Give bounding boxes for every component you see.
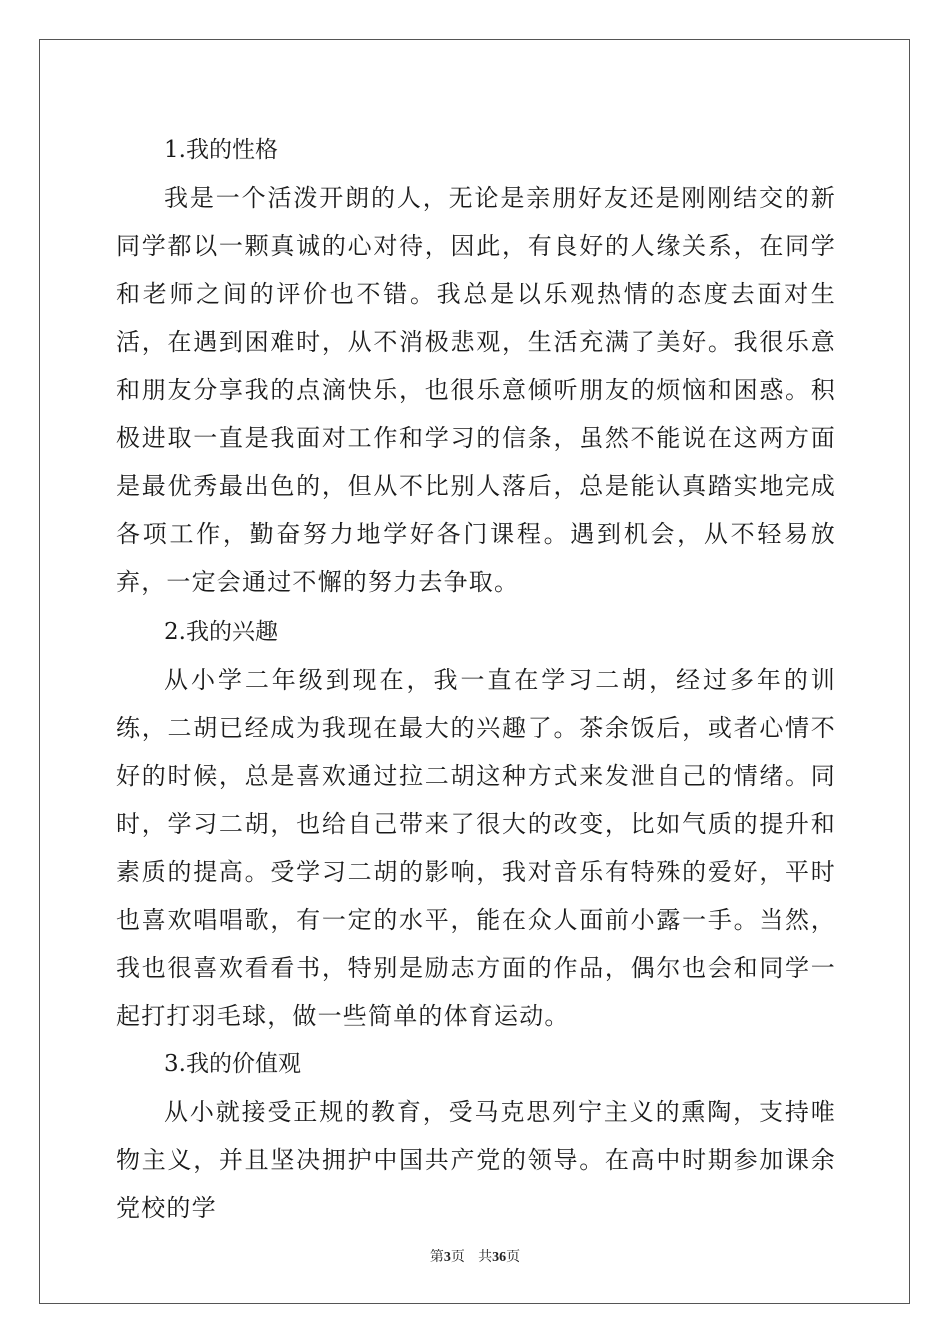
section-paragraph-values: 从小就接受正规的教育，受马克思列宁主义的熏陶，支持唯物主义，并且坚决拥护中国共产党的领导。在高中时期参加课余党校的学 xyxy=(116,1098,836,1222)
footer-page-suffix: 页 xyxy=(450,1249,465,1265)
footer-total-pages: 36 xyxy=(492,1250,507,1265)
footer-page-prefix: 第 xyxy=(429,1249,444,1265)
section-paragraph-interests: 从小学二年级到现在，我一直在学习二胡，经过多年的训练，二胡已经成为我现在最大的兴趣了。茶余饭后，或者心情不好的时候，总是喜欢通过拉二胡这种方式来发泄自己的情绪。同时，学习二胡，也给自己带来了很大的改变，比如气质的提升和素质的提高。受学习二胡的影响，我对音乐有特殊的爱好，平时也喜欢唱唱歌，有一定的水平，能在众人面前小露一手。当然，我也很喜欢看看书，特别是励志方面的作品，偶尔也会和同学一起打打羽毛球，做一些简单的体育运动。 xyxy=(116,666,836,1030)
footer-total-suffix: 页 xyxy=(506,1249,521,1265)
document-body xyxy=(116,126,836,1232)
section-heading-interests: 2.我的兴趣 xyxy=(164,619,278,645)
footer-total-prefix: 共 xyxy=(478,1249,493,1265)
page-footer xyxy=(0,1246,950,1266)
section-paragraph-personality: 我是一个活泼开朗的人，无论是亲朋好友还是刚刚结交的新同学都以一颗真诚的心对待，因此，有良好的人缘关系，在同学和老师之间的评价也不错。我总是以乐观热情的态度去面对生活，在遇到困难时，从不消极悲观，生活充满了美好。我很乐意和朋友分享我的点滴快乐，也很乐意倾听朋友的烦恼和困惑。积极进取一直是我面对工作和学习的信条，虽然不能说在这两方面是最优秀最出色的，但从不比别人落后，总是能认真踏实地完成各项工作，勤奋努力地学好各门课程。遇到机会，从不轻易放弃，一定会通过不懈的努力去争取。 xyxy=(116,184,836,596)
section-heading-personality: 1.我的性格 xyxy=(164,137,278,163)
section-heading-values: 3.我的价值观 xyxy=(164,1051,301,1077)
footer-page-number: 3 xyxy=(443,1250,451,1265)
